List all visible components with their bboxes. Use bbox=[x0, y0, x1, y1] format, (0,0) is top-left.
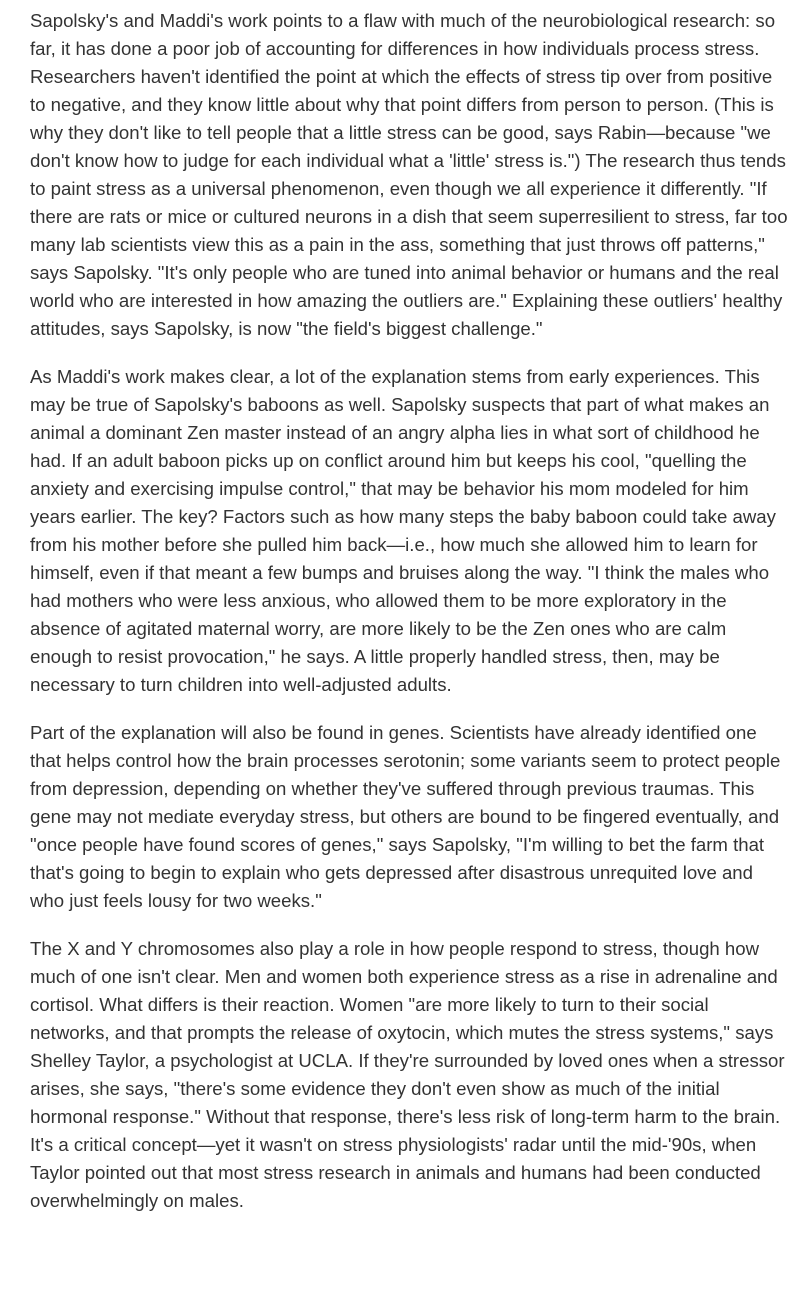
paragraph-4: The X and Y chromosomes also play a role in how people respond to stress, though how much of one isn't clear. Men and women both experience stress as a rise in adrenaline and cortisol. What differs is their reaction. Women "are more likely to turn to their social networks, and that prompts the release of oxytocin, which mutes the stress systems," says Shelley Taylor, a psychologist at UCLA. If they're surrounded by loved ones when a stressor arises, she says, "there's some evidence they don't even show as much of the initial hormonal response." Without that response, there's less risk of long-term harm to the brain. It's a critical concept—yet it wasn't on stress physiologists' radar until the mid-'90s, when Taylor pointed out that most stress research in animals and humans had been conducted overwhelmingly on males. bbox=[30, 938, 785, 1211]
paragraph-1: Sapolsky's and Maddi's work points to a flaw with much of the neurobiological research: so far, it has done a poor job of accounting for differences in how individuals process stress. Researchers haven't identified the point at which the effects of stress tip over from positive to negative, and they know little about why that point differs from person to person. (This is why they don't like to tell people that a little stress can be good, says Rabin—because "we don't know how to judge for each individual what a 'little' stress is.") The research thus tends to paint stress as a universal phenomenon, even though we all experience it differently. "If there are rats or mice or cultured neurons in a dish that seem superresilient to stress, far too many lab scientists view this as a pain in the ass, something that just throws off patterns," says Sapolsky. "It's only people who are tuned into animal behavior or humans and the real world who are interested in how amazing the outliers are." Explaining these outliers' healthy attitudes, says Sapolsky, is now "the field's biggest challenge." bbox=[30, 10, 788, 339]
article-body bbox=[30, 7, 788, 1235]
paragraph-3: Part of the explanation will also be found in genes. Scientists have already identified one that helps control how the brain processes serotonin; some variants seem to protect people from depression, depending on whether they've suffered through previous traumas. This gene may not mediate everyday stress, but others are bound to be fingered eventually, and "once people have found scores of genes," says Sapolsky, "I'm willing to bet the farm that that's going to begin to explain who gets depressed after disastrous unrequited love and who just feels lousy for two weeks." bbox=[30, 722, 781, 911]
paragraph-2: As Maddi's work makes clear, a lot of the explanation stems from early experiences. This may be true of Sapolsky's baboons as well. Sapolsky suspects that part of what makes an animal a dominant Zen master instead of an angry alpha lies in what sort of childhood he had. If an adult baboon picks up on conflict around him but keeps his cool, "quelling the anxiety and exercising impulse control," that may be behavior his mom modeled for him years earlier. The key? Factors such as how many steps the baby baboon could take away from his mother before she pulled him back—i.e., how much she allowed him to learn for himself, even if that meant a few bumps and bruises along the way. "I think the males who had mothers who were less anxious, who allowed them to be more exploratory in the absence of agitated maternal worry, are more likely to be the Zen ones who are calm enough to resist provocation," he says. A little properly handled stress, then, may be necessary to turn children into well-adjusted adults. bbox=[30, 366, 776, 695]
